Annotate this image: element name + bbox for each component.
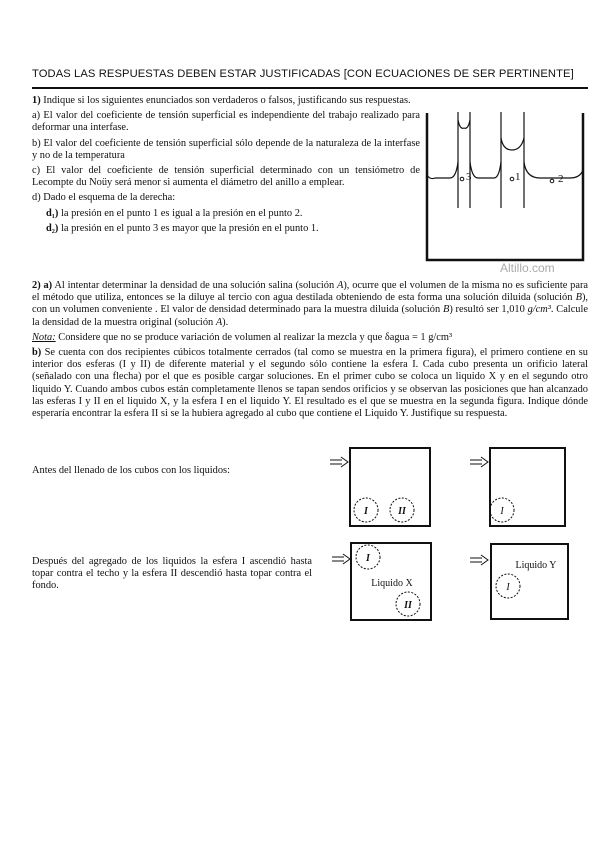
after-caption: Después del agregado de los liquidos la esfera I ascendió hasta topar contra el techo y la esfera II descendió hasta topar contra el fondo.: [32, 556, 312, 592]
q2a-text-6: ).: [222, 316, 229, 328]
q1a-label: a): [32, 110, 41, 122]
q2a-text-4: ) resultó ser 1,010: [449, 304, 528, 316]
q1d-text: Dado el esquema de la derecha:: [43, 192, 176, 204]
q2a-text-1: Al intentar determinar la densidad de una solución salina (solución: [54, 280, 337, 291]
sphere-ii-label: II: [398, 506, 406, 517]
nota-text: Considere que no se produce variación de volumen al realizar la mezcla y que δagua = 1 g/cm³: [55, 331, 453, 343]
q1c-label: c): [32, 165, 41, 177]
question-1: [32, 95, 420, 238]
nota-label: Nota:: [32, 331, 56, 343]
sphere-i-label: I: [506, 582, 510, 593]
sphere-ii-label: II: [404, 600, 412, 611]
cube-4: [491, 544, 568, 619]
q1d2-text: la presión en el punto 3 es mayor que la presión en el punto 1.: [60, 222, 319, 234]
q1b-label: b): [32, 137, 41, 149]
solution-a-2: A: [215, 316, 223, 328]
q1-number: 1): [32, 95, 41, 106]
point-2-label: 2: [558, 173, 564, 185]
watermark: Altillo.com: [500, 261, 555, 275]
q1d1-label: d₁): [46, 207, 59, 219]
q1d-label: d): [32, 192, 41, 204]
point-1-label: 1: [515, 171, 521, 183]
q1-intro: Indique si los siguientes enunciados son verdaderos o falsos, justificando sus respuestas.: [43, 95, 411, 106]
liquid-y-label: Liquido Y: [515, 560, 557, 571]
q2a-text-5: . Calcule la densidad de la muestra original (solución: [32, 304, 588, 328]
sphere-i-label: I: [366, 553, 370, 564]
capillary-diagram: [410, 90, 590, 265]
solution-b: B: [575, 292, 582, 304]
cubes-figure: [320, 445, 590, 630]
q2a-label: 2) a): [32, 280, 53, 291]
q1d2-label: d₂): [46, 222, 59, 234]
q1b-text: El valor del coeficiente de tensión superficial sólo depende de la naturaleza de la interfase y no de la temperatura: [32, 137, 420, 161]
q2b-label: b): [32, 347, 42, 359]
q1a-text: El valor del coeficiente de tensión superficial es independiente del trabajo realizado para deformar una interfase.: [32, 110, 420, 134]
liquid-x-label: Liquido X: [371, 578, 413, 589]
page-title: TODAS LAS RESPUESTAS DEBEN ESTAR JUSTIFICADAS [CON ECUACIONES DE SER PERTINENTE]: [32, 68, 574, 80]
sphere-i-label: I: [364, 506, 368, 517]
before-caption: Antes del llenado de los cubos con los liquidos:: [32, 465, 230, 476]
sphere-i-label: I: [500, 506, 504, 517]
point-3-label: 3: [466, 171, 472, 183]
q2a-text-3: ), con un volumen conveniente . El valor de densidad determinado para la muestra diluida (solución: [32, 292, 588, 316]
cube-1: [350, 448, 430, 526]
q1c-text: El valor del coeficiente de tensión superficial determinado con un tensiómetro de Lecompte du Noüy será menor si aumenta el diámetro del anillo a emplear.: [32, 165, 420, 189]
solution-a: A: [336, 280, 344, 291]
q2b-text: Se cuenta con dos recipientes cúbicos totalmente cerrados (tal como se muestra en la primera figura), el primero contiene en su interior dos esferas (I y II) de diferente material y el segundo sólo contiene la esfera I. Cada cubo presenta un orificio lateral (señalado con una flecha) por el que es posible cargar soluciones. En el primer cubo se coloca un liquido X y en el segundo otro liquido Y. Cuando ambos cubos están completamente llenos se tapan sendos orificios y se observan las posiciones que han alcanzado las esferas I y II en el liquido X, y la esfera I en el liquido Y. El resultado es el que se muestra en la segunda figura. Indique dónde esperaría encontrar la esfera II si se la hubiera agregado al cubo que contiene el Liquido Y. Justifique su respuesta.: [32, 347, 588, 420]
solution-b-2: B: [442, 304, 450, 316]
q1d1-text: la presión en el punto 1 es igual a la presión en el punto 2.: [60, 207, 303, 219]
title-divider: [32, 87, 588, 89]
density-unit: g/cm³: [527, 304, 551, 316]
q2a-text-2: ), ocurre que el volumen de la misma no es suficiente para el método que utiliza, entonces se la diluye al tercio con agua destilada obteniendo de esta forma una solución diluida (solución: [32, 280, 589, 304]
question-2: [32, 280, 588, 423]
